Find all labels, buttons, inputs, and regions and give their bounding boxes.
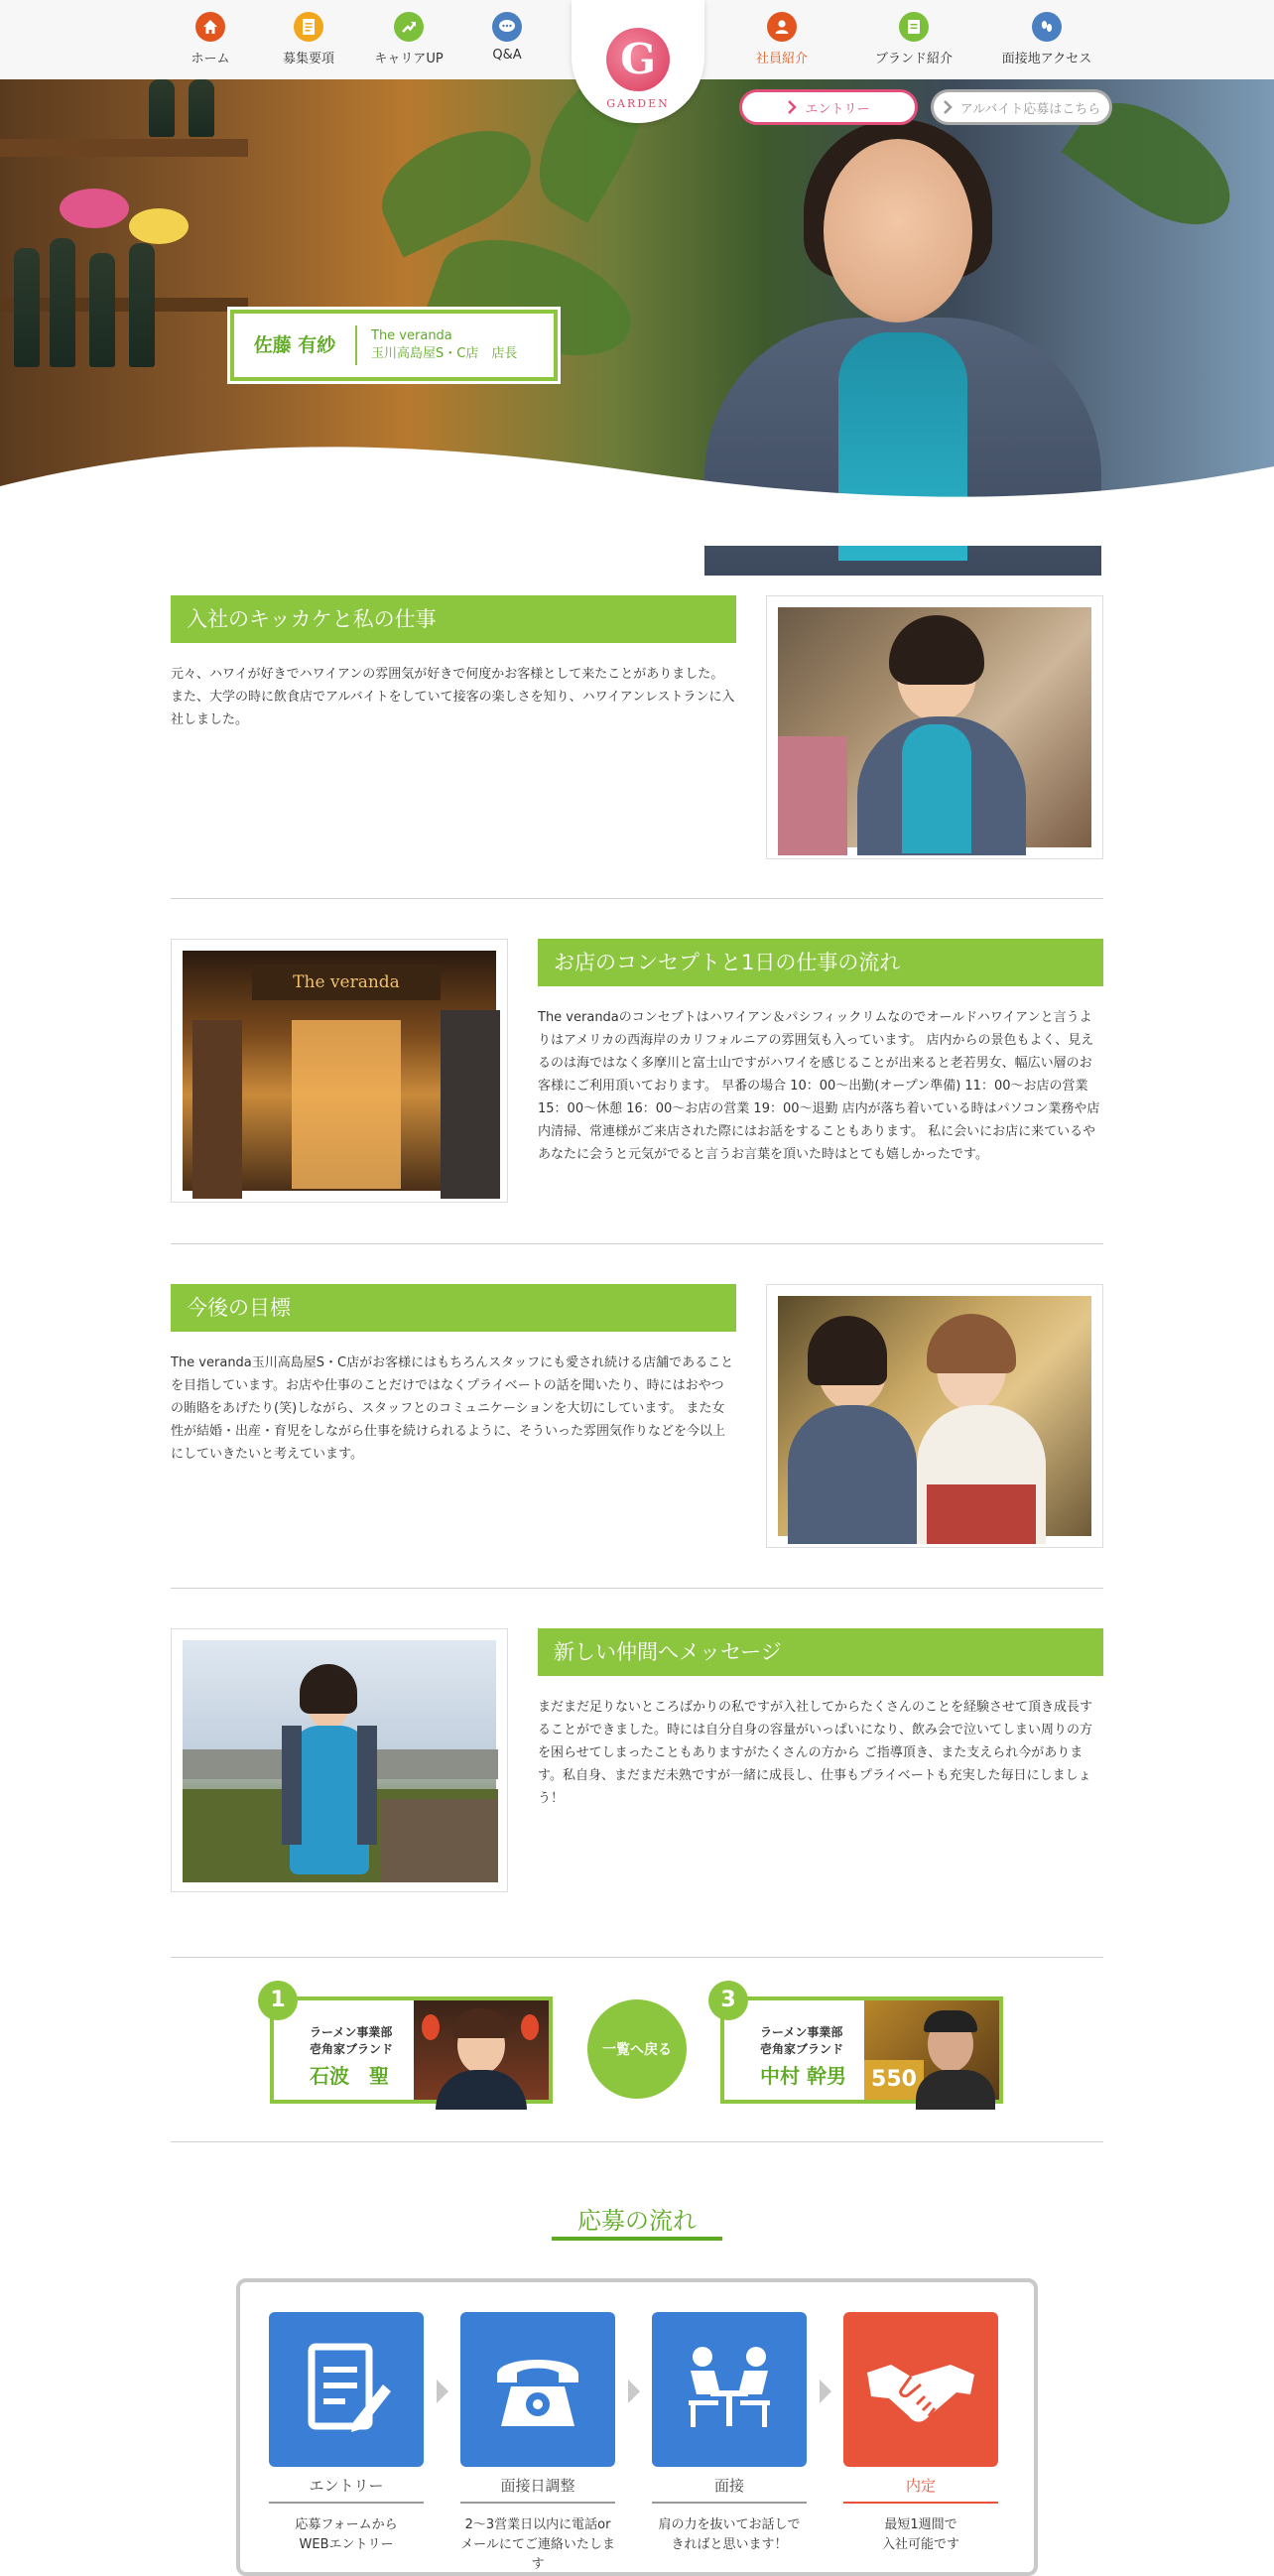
card-photo: [414, 2000, 549, 2100]
flow-step-label: 面接日調整: [460, 2475, 615, 2504]
person-icon: [767, 12, 797, 42]
section-text: The veranda玉川高島屋S・C店がお客様にはもちろんスタッフにも愛され続ける店舗であることを目指しています。お店や仕事のことだけではなくプライベートの話を聞いたり、時にはおやつの賄賂をあげたり(笑)しながら、スタッフとのコミュニケーションを大切にしています。 また女性が結婚・出産・育児をしながら仕事を続けられるように、そういった雰囲気作りなどを今以上にしていきたいと考えています。: [171, 1355, 734, 1462]
section-title: お店のコンセプトと1日の仕事の流れ: [538, 939, 1103, 986]
shelf: [0, 139, 248, 157]
section-divider: [171, 1957, 1103, 1958]
nav-recruitment-label: 募集要項: [282, 52, 334, 66]
telephone-icon: [460, 2312, 615, 2467]
section-divider: [171, 1243, 1103, 1244]
logo-mark: G: [606, 28, 670, 91]
flow-title: 応募の流れ: [577, 2207, 697, 2235]
bottle: [189, 79, 214, 137]
entry-button-label: エントリー: [805, 101, 870, 117]
card-number: 1: [258, 1981, 298, 2020]
nav-qa[interactable]: [447, 12, 567, 63]
trending-up-icon: [394, 12, 424, 42]
chevron-right-icon: [943, 100, 953, 114]
hero-wave: [0, 427, 1274, 546]
card-dept: ラーメン事業部 壱角家ブランド: [310, 2025, 394, 2056]
flow-step-desc: 2～3営業日以内に電話or メールにてご連絡いたします: [460, 2517, 615, 2572]
chevron-right-icon: [787, 100, 797, 114]
nav-staff[interactable]: [722, 12, 841, 66]
section-message: [171, 1628, 1103, 1892]
parttime-apply-button[interactable]: [931, 89, 1112, 125]
section-title: 今後の目標: [171, 1284, 736, 1332]
flow-step-desc: 最短1週間で 入社可能です: [881, 2517, 959, 2552]
nav-brand-label: ブランド紹介: [874, 52, 953, 66]
nav-access-label: 面接地アクセス: [1001, 52, 1092, 66]
book-icon: [899, 12, 929, 42]
flow-step-schedule: [460, 2312, 615, 2575]
flow-step-desc: 応募フォームから WEBエントリー: [295, 2517, 398, 2552]
document-icon: [294, 12, 323, 42]
bottle: [129, 243, 155, 367]
flow-step-label: 内定: [843, 2475, 998, 2504]
card-staff-name: 中村 幹男: [760, 2064, 846, 2088]
form-pencil-icon: [269, 2312, 424, 2467]
parttime-button-label: アルバイト応募はこちら: [959, 101, 1101, 117]
flow-step-label: エントリー: [269, 2475, 424, 2504]
bottle: [149, 79, 175, 137]
section-concept: [171, 939, 1103, 1203]
flow-step-desc: 肩の力を抜いてお話しで きればと思います！: [658, 2517, 801, 2552]
handshake-icon: [843, 2312, 998, 2467]
section-divider: [171, 898, 1103, 899]
store-position: 玉川高島屋S・C店 店長: [371, 346, 518, 361]
nav-qa-label: Q&A: [492, 48, 522, 63]
flow-step-entry: [269, 2312, 424, 2555]
home-icon: [195, 12, 225, 42]
card-staff-name: 石波 聖: [310, 2064, 389, 2088]
section-title: 新しい仲間へメッセージ: [538, 1628, 1103, 1676]
staff-name: 佐藤 有紗: [234, 325, 357, 365]
section-photo: [766, 595, 1103, 859]
nav-staff-label: 社員紹介: [755, 52, 808, 66]
bottle: [89, 253, 115, 367]
section-text: まだまだ足りないところばかりの私ですが入社してからたくさんのことを経験させて頂き成長することができました。時には自分自身の容量がいっぱいになり、飲み会で泣いてしまい周りの方を困らせてしまったこともありますがたくさんの方から ご指導頂き、また支えられ今があります。私自身、まだまだ未熟ですが一緒に成長し、仕事もプライベートも充実した毎日にしましょう！: [538, 1700, 1093, 1806]
flow-step-label: 面接: [652, 2475, 807, 2504]
nav-brand[interactable]: [854, 12, 973, 66]
store-sign: The veranda: [252, 965, 441, 1000]
section-goals: [171, 1284, 1103, 1548]
flower-decoration: [60, 189, 129, 228]
section-photo: [171, 1628, 508, 1892]
back-to-list-button[interactable]: 一覧へ戻る: [587, 1999, 687, 2099]
flow-arrow: [437, 2380, 448, 2403]
next-staff-card[interactable]: [720, 1988, 1003, 2104]
flower-decoration: [129, 208, 189, 244]
bottle: [50, 238, 75, 367]
bottle: [14, 248, 40, 367]
section-motivation: [171, 595, 1103, 859]
interview-icon: [652, 2312, 807, 2467]
prev-staff-card[interactable]: [270, 1988, 553, 2104]
flow-title-underline: [552, 2237, 722, 2241]
section-divider: [171, 2141, 1103, 2142]
flow-arrow: [820, 2380, 831, 2403]
chat-icon: [492, 12, 522, 42]
flow-step-offer: [843, 2312, 998, 2555]
logo-text: GARDEN: [606, 96, 670, 110]
section-text: 元々、ハワイが好きでハワイアンの雰囲気が好きで何度かお客様として来たことがありました。また、大学の時に飲食店でアルバイトをしていて接客の楽しさを知り、ハワイアンレストランに入社しました。: [171, 667, 735, 727]
section-divider: [171, 1588, 1103, 1589]
palm-leaf: [365, 109, 547, 257]
store-name: The veranda: [371, 328, 452, 343]
flow-step-interview: [652, 2312, 807, 2555]
footprint-icon: [1032, 12, 1062, 42]
nav-home-label: ホーム: [191, 52, 230, 66]
section-title: 入社のキッカケと私の仕事: [171, 595, 736, 643]
entry-button[interactable]: [739, 89, 918, 125]
staff-store: [357, 327, 517, 363]
section-photo: [766, 1284, 1103, 1548]
nav-career-label: キャリアUP: [374, 52, 444, 66]
section-photo: [171, 939, 508, 1203]
flow-arrow: [628, 2380, 640, 2403]
card-sign: 550: [864, 2060, 924, 2100]
card-photo: [864, 2000, 999, 2100]
staff-name-card: [230, 310, 558, 381]
card-number: 3: [708, 1981, 748, 2020]
section-text: The verandaのコンセプトはハワイアン＆パシフィックリムなのでオールドハワイアンと言うよりはアメリカの西海岸のカリフォルニアの雰囲気も入っています。 店内からの景色もよく、見えるのは海ではなく多摩川と富士山ですがハワイを感じることが出来ると老若男女、幅広い層のお客様にご利用頂いております。 早番の場合 10：00～出勤(オープン準備) 11：00～お店の営業 15：00～休憩 16：00～お店の営業 19：00～退勤 店内が落ち着いている時はパソコン業務や店内清掃、常連様がご来店された際にはお話をすることもあります。 私に会いにお店に来ているやあなたに会うと元気がでると言うお言葉を頂いた時はとても嬉しかったです。: [538, 1010, 1100, 1162]
nav-access[interactable]: [987, 12, 1106, 66]
card-dept: ラーメン事業部 壱角家ブランド: [760, 2025, 844, 2056]
